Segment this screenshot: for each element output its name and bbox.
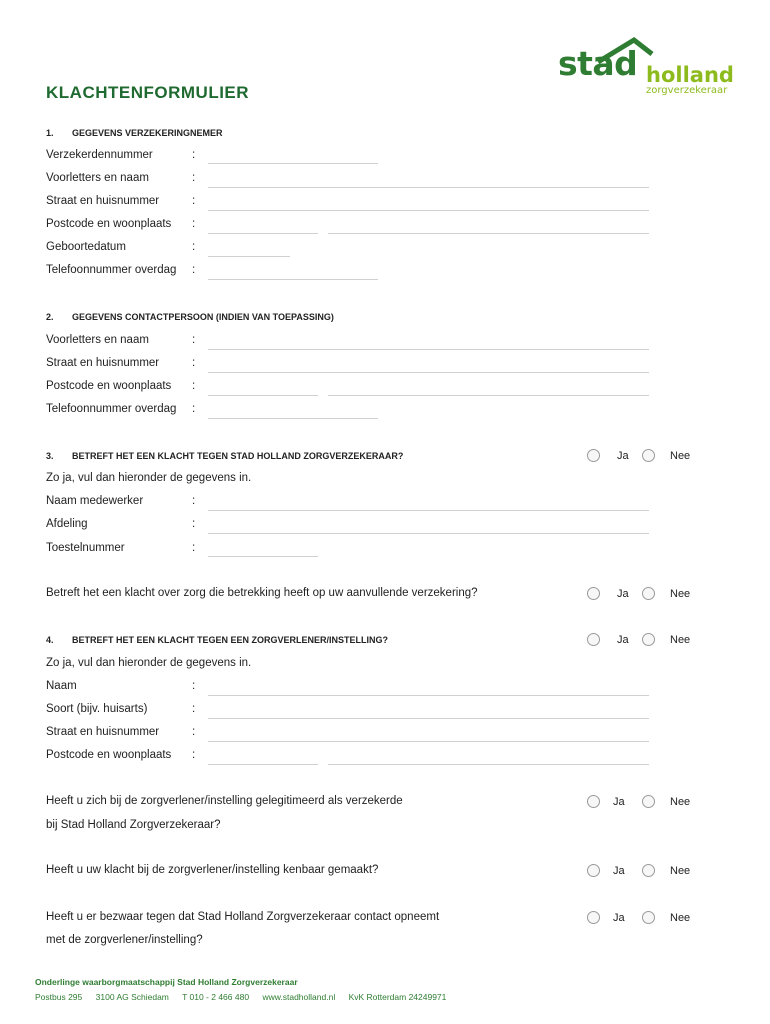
radio-bezwaar-ja[interactable] [587, 911, 600, 924]
label-naam-medewerker: Naam medewerker [46, 495, 144, 507]
radio-s4-ja[interactable] [587, 633, 600, 646]
colon: : [192, 518, 196, 530]
label-postcode-woonplaats: Postcode en woonplaats [46, 218, 172, 230]
section-3-number: 3. [46, 451, 54, 461]
colon: : [192, 149, 196, 161]
question-bezwaar-line1: Heeft u er bezwaar tegen dat Stad Holland Zorgverzekeraar contact opneemt [46, 911, 440, 923]
label-geboortedatum: Geboortedatum [46, 241, 126, 253]
field-zorgverlener-postcode[interactable] [208, 764, 318, 765]
field-verzekerdennummer[interactable] [208, 163, 378, 164]
question-bezwaar-line2: met de zorgverlener/instelling? [46, 934, 203, 946]
field-naam[interactable] [208, 695, 649, 696]
radio-aanvullend-ja[interactable] [587, 587, 600, 600]
label-naam: Naam [46, 680, 77, 692]
field-telefoonnummer[interactable] [208, 279, 378, 280]
field-afdeling[interactable] [208, 533, 649, 534]
radio-kenbaar-ja[interactable] [587, 864, 600, 877]
question-gelegitimeerd-line1: Heeft u zich bij de zorgverlener/instelling gelegitimeerd als verzekerde [46, 795, 403, 807]
label-soort: Soort (bijv. huisarts) [46, 703, 148, 715]
footer-website[interactable]: www.stadholland.nl [262, 992, 336, 1002]
section-2-title: GEGEVENS CONTACTPERSOON (INDIEN VAN TOEPASSING) [72, 312, 334, 322]
radio-label-nee: Nee [670, 450, 691, 462]
label-contact-telefoonnummer: Telefoonnummer overdag [46, 403, 177, 415]
field-woonplaats[interactable] [328, 233, 649, 234]
radio-label-ja: Ja [617, 588, 629, 600]
radio-label-nee: Nee [670, 634, 691, 646]
colon: : [192, 264, 196, 276]
colon: : [192, 380, 196, 392]
radio-aanvullend-nee[interactable] [642, 587, 655, 600]
colon: : [192, 241, 196, 253]
field-zorgverlener-straat-huisnummer[interactable] [208, 741, 649, 742]
colon: : [192, 218, 196, 230]
footer-place: 3100 AG Schiedam [95, 992, 169, 1002]
radio-label-ja: Ja [613, 796, 625, 808]
radio-label-ja: Ja [617, 450, 629, 462]
field-contact-voorletters-naam[interactable] [208, 349, 649, 350]
colon: : [192, 403, 196, 415]
section-1-number: 1. [46, 128, 54, 138]
label-straat-huisnummer: Straat en huisnummer [46, 195, 160, 207]
section-3-intro: Zo ja, vul dan hieronder de gegevens in. [46, 472, 252, 484]
label-voorletters-naam: Voorletters en naam [46, 172, 149, 184]
field-contact-straat-huisnummer[interactable] [208, 372, 649, 373]
radio-s3-ja[interactable] [587, 449, 600, 462]
radio-label-ja: Ja [613, 912, 625, 924]
radio-label-nee: Nee [670, 588, 691, 600]
field-geboortedatum[interactable] [208, 256, 290, 257]
section-3-title: BETREFT HET EEN KLACHT TEGEN STAD HOLLAND ZORGVERZEKERAAR? [72, 451, 404, 461]
colon: : [192, 749, 196, 761]
label-zorgverlener-postcode-woonplaats: Postcode en woonplaats [46, 749, 172, 761]
section-4-title: BETREFT HET EEN KLACHT TEGEN EEN ZORGVERLENER/INSTELLING? [72, 635, 389, 645]
colon: : [192, 495, 196, 507]
label-contact-voorletters-naam: Voorletters en naam [46, 334, 149, 346]
footer-postbus: Postbus 295 [35, 992, 83, 1002]
radio-label-nee: Nee [670, 865, 691, 877]
footer-kvk: KvK Rotterdam 24249971 [348, 992, 447, 1002]
question-aanvullende-verzekering: Betreft het een klacht over zorg die betrekking heeft op uw aanvullende verzekering? [46, 587, 478, 599]
field-contact-woonplaats[interactable] [328, 395, 649, 396]
radio-label-ja: Ja [617, 634, 629, 646]
footer-phone: T 010 - 2 466 480 [182, 992, 250, 1002]
page-title: KLACHTENFORMULIER [46, 83, 250, 102]
section-1-title: GEGEVENS VERZEKERINGNEMER [72, 128, 223, 138]
radio-s4-nee[interactable] [642, 633, 655, 646]
question-gelegitimeerd-line2: bij Stad Holland Zorgverzekeraar? [46, 819, 221, 831]
radio-label-nee: Nee [670, 796, 691, 808]
field-zorgverlener-woonplaats[interactable] [328, 764, 649, 765]
field-soort[interactable] [208, 718, 649, 719]
colon: : [192, 172, 196, 184]
logo-stad-text: stad [558, 44, 638, 83]
colon: : [192, 195, 196, 207]
field-contact-telefoonnummer[interactable] [208, 418, 378, 419]
radio-bezwaar-nee[interactable] [642, 911, 655, 924]
radio-label-nee: Nee [670, 912, 691, 924]
logo-subtitle: zorgverzekeraar [646, 85, 728, 96]
field-toestelnummer[interactable] [208, 556, 318, 557]
label-contact-postcode-woonplaats: Postcode en woonplaats [46, 380, 172, 392]
label-contact-straat-huisnummer: Straat en huisnummer [46, 357, 160, 369]
radio-label-ja: Ja [613, 865, 625, 877]
colon: : [192, 680, 196, 692]
field-voorletters-naam[interactable] [208, 187, 649, 188]
label-toestelnummer: Toestelnummer [46, 542, 125, 554]
logo-holland-text: holland [646, 63, 734, 87]
field-contact-postcode[interactable] [208, 395, 318, 396]
radio-gelegitimeerd-nee[interactable] [642, 795, 655, 808]
section-4-number: 4. [46, 635, 54, 645]
radio-gelegitimeerd-ja[interactable] [587, 795, 600, 808]
section-4-intro: Zo ja, vul dan hieronder de gegevens in. [46, 657, 252, 669]
colon: : [192, 357, 196, 369]
colon: : [192, 703, 196, 715]
question-kenbaar-gemaakt: Heeft u uw klacht bij de zorgverlener/instelling kenbaar gemaakt? [46, 864, 379, 876]
field-postcode[interactable] [208, 233, 318, 234]
radio-s3-nee[interactable] [642, 449, 655, 462]
field-naam-medewerker[interactable] [208, 510, 649, 511]
label-telefoonnummer: Telefoonnummer overdag [46, 264, 177, 276]
label-zorgverlener-straat-huisnummer: Straat en huisnummer [46, 726, 160, 738]
colon: : [192, 334, 196, 346]
label-afdeling: Afdeling [46, 518, 88, 530]
footer-contact [35, 992, 457, 1002]
field-straat-huisnummer[interactable] [208, 210, 649, 211]
footer-company: Onderlinge waarborgmaatschappij Stad Holland Zorgverzekeraar [35, 977, 298, 987]
label-verzekerdennummer: Verzekerdennummer [46, 149, 153, 161]
section-2-number: 2. [46, 312, 54, 322]
colon: : [192, 542, 196, 554]
colon: : [192, 726, 196, 738]
radio-kenbaar-nee[interactable] [642, 864, 655, 877]
